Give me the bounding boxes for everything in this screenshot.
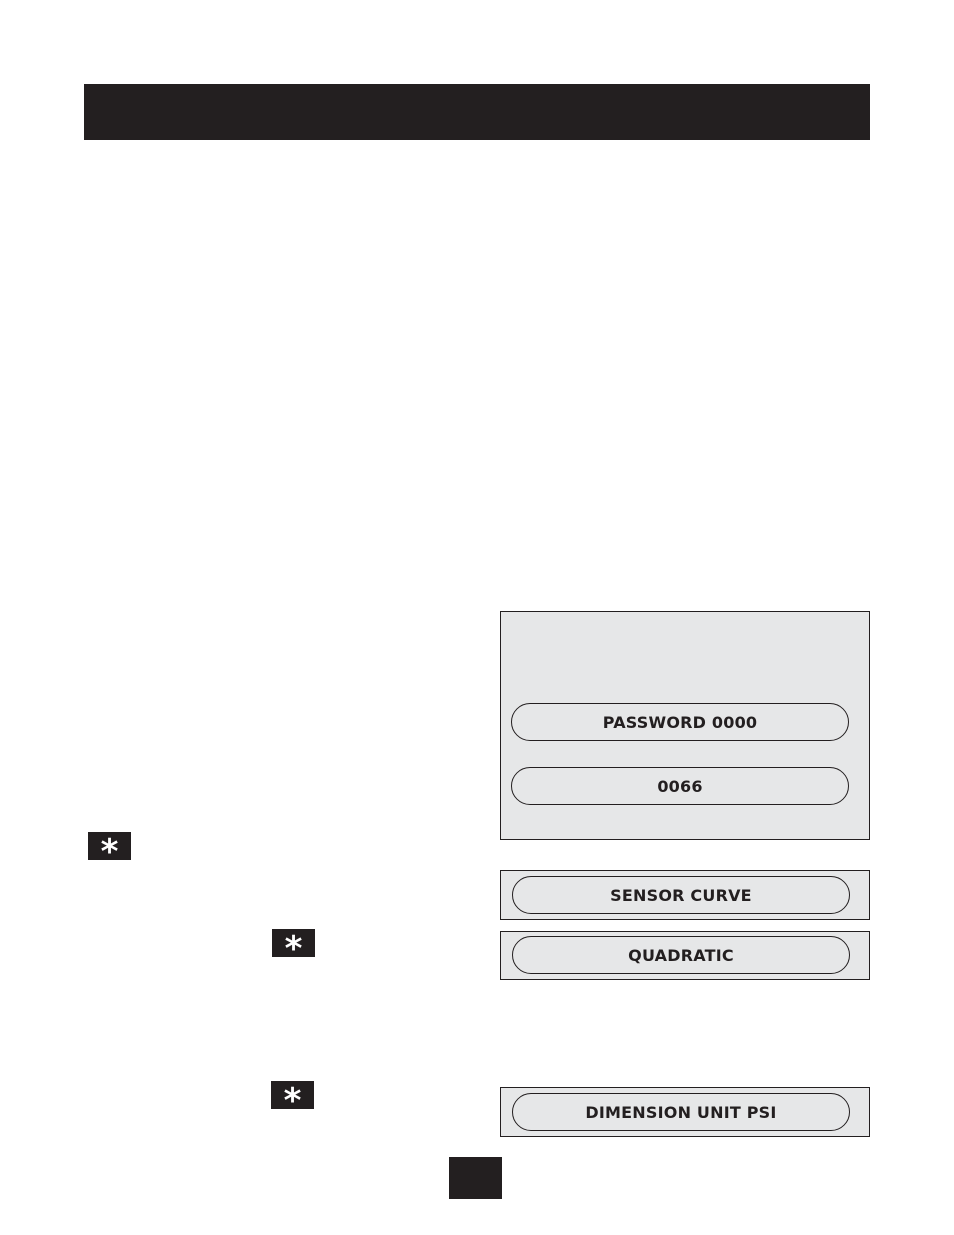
page-number-box <box>449 1157 502 1199</box>
password-display <box>511 703 849 741</box>
quadratic-panel <box>500 931 870 980</box>
quadratic-display <box>512 936 850 974</box>
sensor-curve-display <box>512 876 850 914</box>
dimension-unit-panel <box>500 1087 870 1137</box>
dimension-unit-display <box>512 1093 850 1131</box>
password-value-display <box>511 767 849 805</box>
star-key-icon: * <box>272 929 315 957</box>
display-panel <box>500 611 870 840</box>
dimension-unit-label: DIMENSION UNIT PSI <box>585 1102 777 1122</box>
section-header-bar <box>84 84 870 140</box>
password-label: PASSWORD 0000 <box>602 712 758 732</box>
star-key-icon: * <box>271 1081 314 1109</box>
quadratic-label: QUADRATIC <box>628 945 734 965</box>
sensor-curve-panel <box>500 870 870 920</box>
sensor-curve-label: SENSOR CURVE <box>610 885 752 905</box>
star-key-icon: * <box>88 832 131 860</box>
password-value: 0066 <box>657 776 703 796</box>
